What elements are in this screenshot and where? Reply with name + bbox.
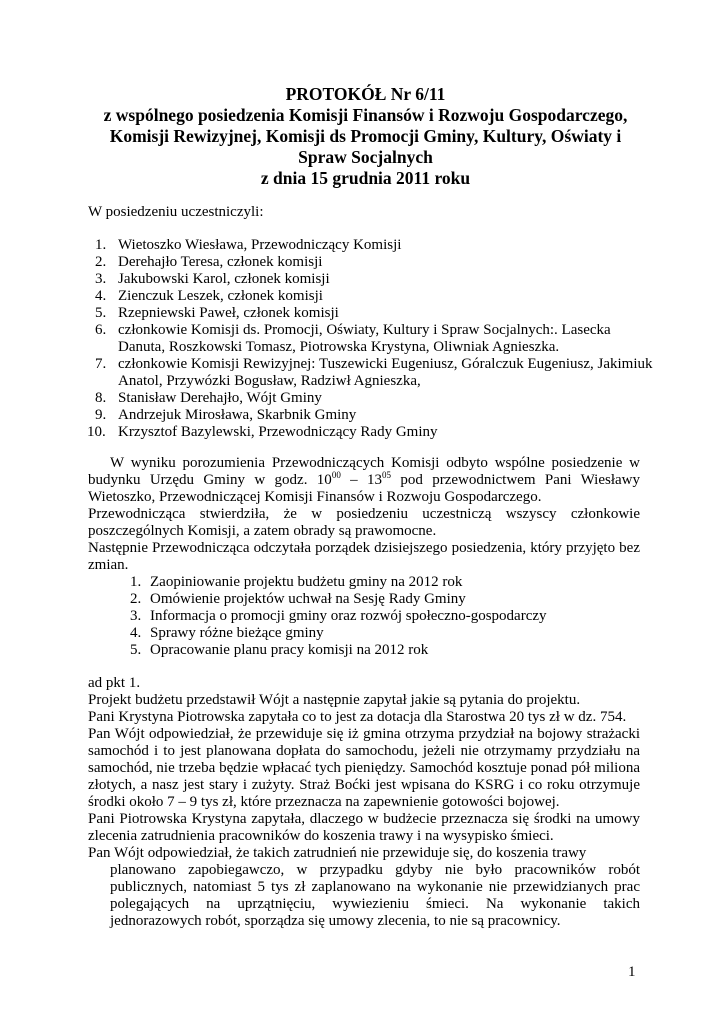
list-item: 5. Opracowanie planu pracy komisji na 2012 rok — [130, 642, 429, 658]
participants-list — [87, 237, 655, 441]
list-item: 7. członkowie Komisji Rewizyjnej: Tuszewicki Eugeniusz, Góralczuk Eugeniusz, Jakimiuk Anatol, Przywózki Bogusław, Radziwł Agnieszka, — [95, 356, 653, 389]
protocol-title: PROTOKÓŁ Nr 6/11 — [285, 84, 446, 104]
paragraph: Pan Wójt odpowiedział, że takich zatrudnień nie przewiduje się, do koszenia trawy planowano zapobiegawczo, w przypadku gdyby nie było pracowników robót publicznych, natomiast 5 tys zł zaplanowano na wykonanie nie przewidzianych prac polegających na uprzątnięciu, wywiezieniu śmieci. Na wykonanie takich jednorazowych robót, sporządza się umowy zlecenia, to nie są pracownicy. — [88, 845, 640, 929]
list-item: 8. Stanisław Derehajło, Wójt Gminy — [95, 390, 322, 406]
list-item: 3. Jakubowski Karol, członek komisji — [95, 271, 330, 287]
list-item: 4. Sprawy różne bieżące gminy — [130, 625, 324, 641]
list-item: 1. Zaopiniowanie projektu budżetu gminy na 2012 rok — [130, 574, 463, 590]
list-item: 10. Krzysztof Bazylewski, Przewodniczący Rady Gminy — [87, 424, 438, 440]
list-item: 6. członkowie Komisji ds. Promocji, Oświaty, Kultury i Spraw Socjalnych:. Lasecka Danuta, Roszkowski Tomasz, Piotrowska Krystyna, Oliwniak Agnieszka. — [95, 322, 611, 355]
paragraph: Przewodnicząca stwierdziła, że w posiedzeniu uczestniczą wszyscy członkowie poszczególnych Komisji, a zatem obrady są prawomocne. — [88, 506, 640, 539]
list-item: 4. Zienczuk Leszek, członek komisji — [95, 288, 323, 304]
header-line: Spraw Socjalnych — [298, 147, 433, 167]
list-item: 2. Omówienie projektów uchwał na Sesję Rady Gminy — [130, 591, 466, 607]
page-number: 1 — [628, 964, 636, 980]
paragraph: W wyniku porozumienia Przewodniczących Komisji odbyto wspólne posiedzenie w budynku Urzędu Gminy w godz. $10^{00} - 13^{05}$ pod przewodnictwem Pani Wiesławy Wietoszko, Przewodniczącej Komisji Finansów i Rozwoju Gospodarczego. — [88, 455, 640, 505]
header-line: Komisji Rewizyjnej, Komisji ds Promocji Gminy, Kultury, Oświaty i — [109, 126, 622, 146]
agenda-point-heading: ad pkt 1. — [88, 675, 141, 691]
list-item: 2. Derehajło Teresa, członek komisji — [95, 254, 323, 270]
list-item: 9. Andrzejuk Mirosława, Skarbnik Gminy — [95, 407, 357, 423]
header-line: z wspólnego posiedzenia Komisji Finansów i Rozwoju Gospodarczego, — [103, 105, 628, 125]
agenda-list — [88, 574, 640, 659]
list-item: 1. Wietoszko Wiesława, Przewodniczący Komisji — [95, 237, 402, 253]
paragraph: Pan Wójt odpowiedział, że przewiduje się iż gmina otrzyma przydział na bojowy strażacki samochód i to jest planowana dopłata do samochodu, jeżeli nie otrzymamy przydziału na samochód, nie trzeba będzie wpłacać tych pieniędzy. Samochód kosztuje ponad pół miliona złotych, a nasz jest stary i zużyty. Straż Boćki jest wpisana do KSRG i co roku otrzymuje środki około 7 – 9 tys zł, które przeznacza na zapewnienie gotowości bojowej. — [88, 726, 640, 810]
header-date: z dnia 15 grudnia 2011 roku — [260, 168, 471, 188]
list-item: 5. Rzepniewski Paweł, członek komisji — [95, 305, 339, 321]
document-header — [88, 84, 643, 189]
paragraph: Projekt budżetu przedstawił Wójt a następnie zapytał jakie są pytania do projektu. — [88, 692, 581, 708]
paragraph: Pani Krystyna Piotrowska zapytała co to jest za dotacja dla Starostwa 20 tys zł w dz. 754. — [88, 709, 627, 725]
list-item: 3. Informacja o promocji gminy oraz rozwój społeczno-gospodarczy — [130, 608, 547, 624]
paragraph: Następnie Przewodnicząca odczytała porządek dzisiejszego posiedzenia, który przyjęto bez zmian. — [88, 540, 640, 573]
participants-intro: W posiedzeniu uczestniczyli: — [88, 204, 264, 220]
paragraph: Pani Piotrowska Krystyna zapytała, dlaczego w budżecie przeznacza się środki na umowy zlecenia zatrudnienia pracowników do koszenia trawy i na wysypisko śmieci. — [88, 811, 640, 844]
document-body — [88, 455, 640, 930]
